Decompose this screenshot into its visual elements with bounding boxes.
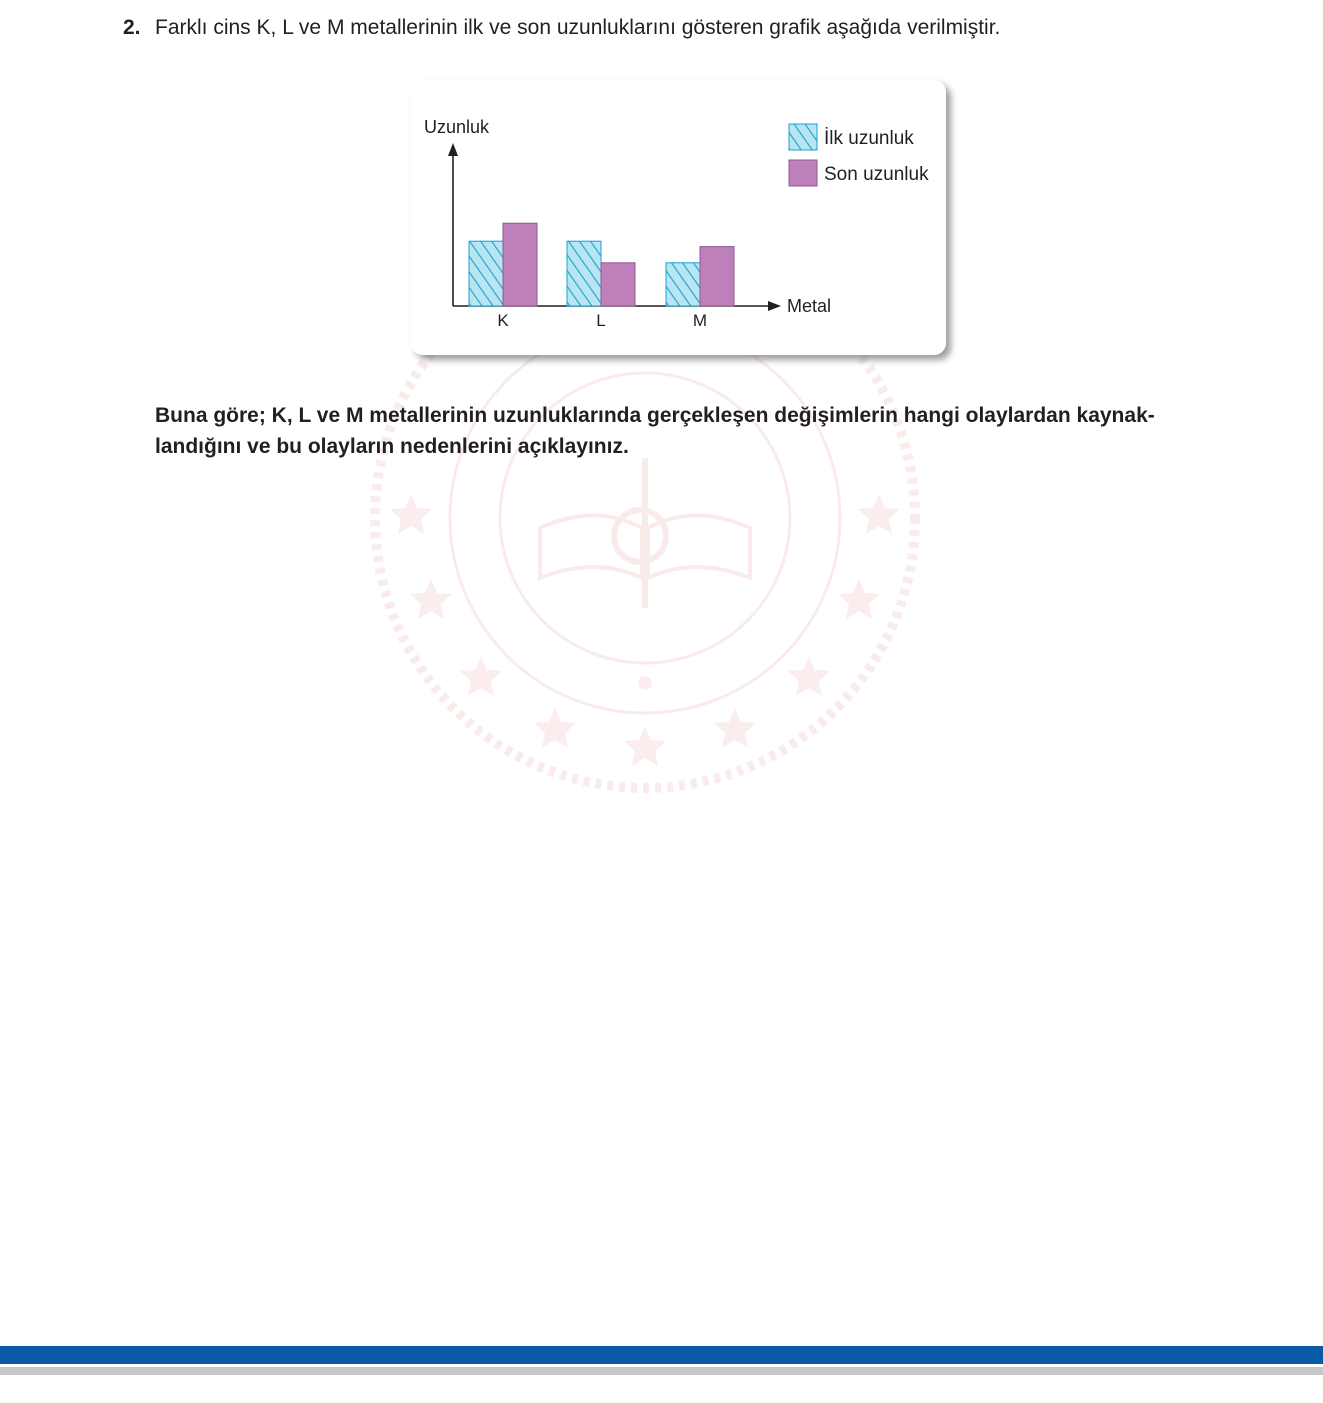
bar-m-son [700,247,734,306]
bar-k-son [503,223,537,306]
y-axis-arrow [448,143,458,156]
legend-swatch-ilk [789,124,817,150]
question-stem: Farklı cins K, L ve M metallerinin ilk ve son uzunluklarını gösteren grafik aşağıda verilmiştir. [155,16,1001,39]
x-tick-l: L [596,311,606,330]
y-axis-label: Uzunluk [424,117,490,137]
question-prompt [155,400,1245,462]
legend-swatch-son [789,160,817,186]
bar-l-son [601,263,635,306]
legend [789,124,929,186]
bar-l-ilk [567,241,601,306]
x-tick-labels [497,311,707,330]
question-prompt-line-1: Buna göre; K, L ve M metallerinin uzunluklarında gerçekleşen değişimlerin hangi olaylardan kaynak- [155,404,1155,427]
bars-group [469,223,734,306]
x-axis-arrow [768,301,781,311]
x-tick-k: K [497,311,509,330]
footer-blue-band [0,1346,1323,1364]
bar-k-ilk [469,241,503,306]
x-tick-m: M [692,311,708,330]
footer-gray-band [0,1367,1323,1375]
chart-card [411,80,946,355]
question-number: 2. [123,16,141,39]
x-axis-label: Metal [787,296,832,316]
question-prompt-line-2: landığını ve bu olayların nedenlerini açıklayınız. [155,435,629,458]
legend-label-ilk: İlk uzunluk [824,128,914,149]
bar-m-ilk [666,263,700,306]
bar-chart [411,80,946,355]
legend-label-son: Son uzunluk [824,164,929,185]
